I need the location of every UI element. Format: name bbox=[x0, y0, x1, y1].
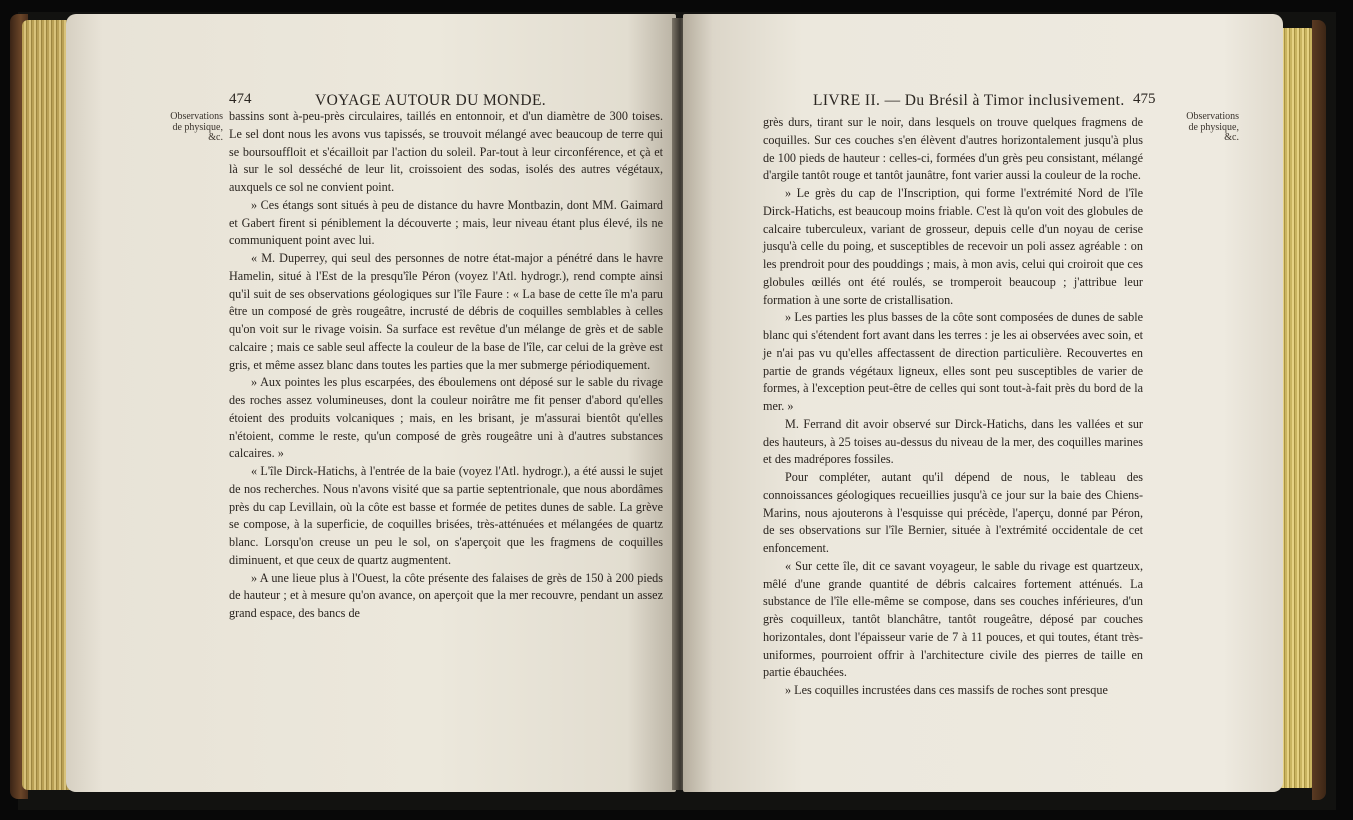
page-number-right: 475 bbox=[1133, 91, 1156, 107]
paragraph: M. Ferrand dit avoir observé sur Dirck-Hatichs, dans les vallées et sur des hauteurs, à 25 toises au-dessus du niveau de la mer, des coquilles marines et des madrépores fossiles. bbox=[763, 416, 1143, 467]
paragraph: » Le grès du cap de l'Inscription, qui forme l'extrémité Nord de l'île Dirck-Hatichs, est beaucoup moins friable. C'est là qu'on voit des globules de calcaire tuberculeux, variant de grosseur, depuis celle d'un noyau de cerise jusqu'à celle du poing, et susceptibles de recevoir un poli assez agréable : on les prendroit pour des pouddings ; mais, à mon avis, celui qui croiroit que ces globules œillés ont été roulés, se tromperoit beaucoup ; j'attribue leur formation à une sorte de cristallisation. bbox=[763, 186, 1143, 307]
page-number-left: 474 bbox=[229, 91, 252, 107]
paragraph: bassins sont à-peu-près circulaires, taillés en entonnoir, et d'un diamètre de 300 toises. Le sel dont nous les avons vus tapissés, se trouvoit mélangé avec beaucoup de terre qui se boursouffloit et s'écailloit par l'action du soleil. Par-tout à leur circonférence, et çà et là sur le sol desséché de leur lit, croissoient des sodas, isolés des autres végétaux, auxquels ce sol ne convient point. bbox=[229, 109, 663, 194]
paragraph: Pour compléter, autant qu'il dépend de nous, le tableau des connoissances géologiques recueillies jusqu'à ce jour sur la baie des Chiens-Marins, nous ajouterons à l'esquisse qui précède, l'aperçu, donné par Péron, de ses observations sur l'île Bernier, située à l'extrémité occidentale de cet enfoncement. bbox=[763, 470, 1143, 555]
running-head-right: LIVRE II. — Du Brésil à Timor inclusivement. bbox=[813, 92, 1125, 109]
left-body-text bbox=[229, 108, 663, 623]
right-page bbox=[683, 14, 1283, 792]
right-page-edges bbox=[1280, 28, 1316, 788]
margin-note-right: Observations de physique, &c. bbox=[1186, 111, 1239, 143]
paragraph: » A une lieue plus à l'Ouest, la côte présente des falaises de grès de 150 à 200 pieds de hauteur ; et à mesure qu'on avance, on aperçoit que la mer recouvre, pendant un assez grand espace, des bancs de bbox=[229, 570, 663, 620]
left-page bbox=[66, 14, 676, 792]
paragraph: » Les parties les plus basses de la côte sont composées de dunes de sable blanc qui s'étendent fort avant dans les terres : je les ai observées avec soin, et je n'ai pas vu qu'elles affectassent de direction particulière. Recouvertes en partie de grands végétaux ligneux, elles sont peu susceptibles de varier de formes, à l'exception peut-être de celles qui sont tout-à-fait près du bord de la mer. » bbox=[763, 310, 1143, 413]
paragraph: « L'île Dirck-Hatichs, à l'entrée de la baie (voyez l'Atl. hydrogr.), a été aussi le sujet de nos recherches. Nous n'avons visité que sa partie septentrionale, que nous abordâmes près du cap Levillain, où la côte est basse et formée de petites dunes de sable. La grève se compose, à la superficie, de coquilles brisées, très-atténuées et mélangées de quartz blanc. Lorsqu'on creuse un peu le sol, on s'aperçoit que les fragmens de coquilles diminuent, et que ceux de quartz augmentent. bbox=[229, 464, 663, 567]
paragraph: » Aux pointes les plus escarpées, des éboulemens ont déposé sur le sable du rivage des roches assez volumineuses, dont la couleur noirâtre me fit penser d'abord qu'elles étoient des produits volcaniques ; mais, en les brisant, je m'assurai bientôt qu'elles n'étoient, comme le reste, qu'un composé de grès rougeâtre uni à d'autres substances calcaires. » bbox=[229, 375, 663, 461]
paragraph: grès durs, tirant sur le noir, dans lesquels on trouve quelques fragmens de coquilles. Sur ces couches s'en élèvent d'autres horizontalement jusqu'à plus de 100 pieds de hauteur : celles-ci, formées d'un grès peu consistant, mélangé d'argile tantôt rouge et tantôt jaunâtre, font varier aussi la couleur de la roche. bbox=[763, 115, 1143, 183]
margin-note-left: Observations de physique, &c. bbox=[170, 111, 223, 143]
right-cover-edge bbox=[1312, 20, 1326, 800]
paragraph: » Ces étangs sont situés à peu de distance du havre Montbazin, dont MM. Gaimard et Gabert firent si péniblement la découverte ; mais, leur niveau étant plus élevé, ils ne communiquent point avec lui. bbox=[229, 197, 663, 248]
right-body-text bbox=[763, 114, 1143, 700]
running-head-left: VOYAGE AUTOUR DU MONDE. bbox=[315, 92, 547, 109]
paragraph: « M. Duperrey, qui seul des personnes de notre état-major a pénétré dans le havre Hamelin, situé à l'Est de la presqu'île Péron (voyez l'Atl. hydrogr.), rend compte ainsi qu'il suit de ses observations géologiques sur l'île Faure : « La base de cette île m'a paru être un composé de grès rougeâtre, incrusté de débris de coquilles semblables à celles qu'on voit sur le rivage voisin. Sa surface est revêtue d'un mélange de grès et de sable calcaire ; mais ce sable seul affecte la couleur de la base de l'île, car celui de la grève est gris, et même assez blanc dans toutes les parties que la mer submerge périodiquement. bbox=[229, 251, 663, 372]
paragraph: » Les coquilles incrustées dans ces massifs de roches sont presque bbox=[785, 683, 1108, 697]
paragraph: « Sur cette île, dit ce savant voyageur, le sable du rivage est quartzeux, mêlé d'une grande quantité de débris calcaires fortement atténués. La substance de l'île elle-même se compose, dans ses couches inférieures, d'un grès coquilleux, tantôt blanchâtre, tantôt rougeâtre, déposé par couches horizontales, dont l'épaisseur varie de 7 à 11 pouces, et qui toutes, étant très-uniformes, pourroient offrir à l'architecture civile des pierres de taille en partie ébauchées. bbox=[763, 558, 1143, 680]
